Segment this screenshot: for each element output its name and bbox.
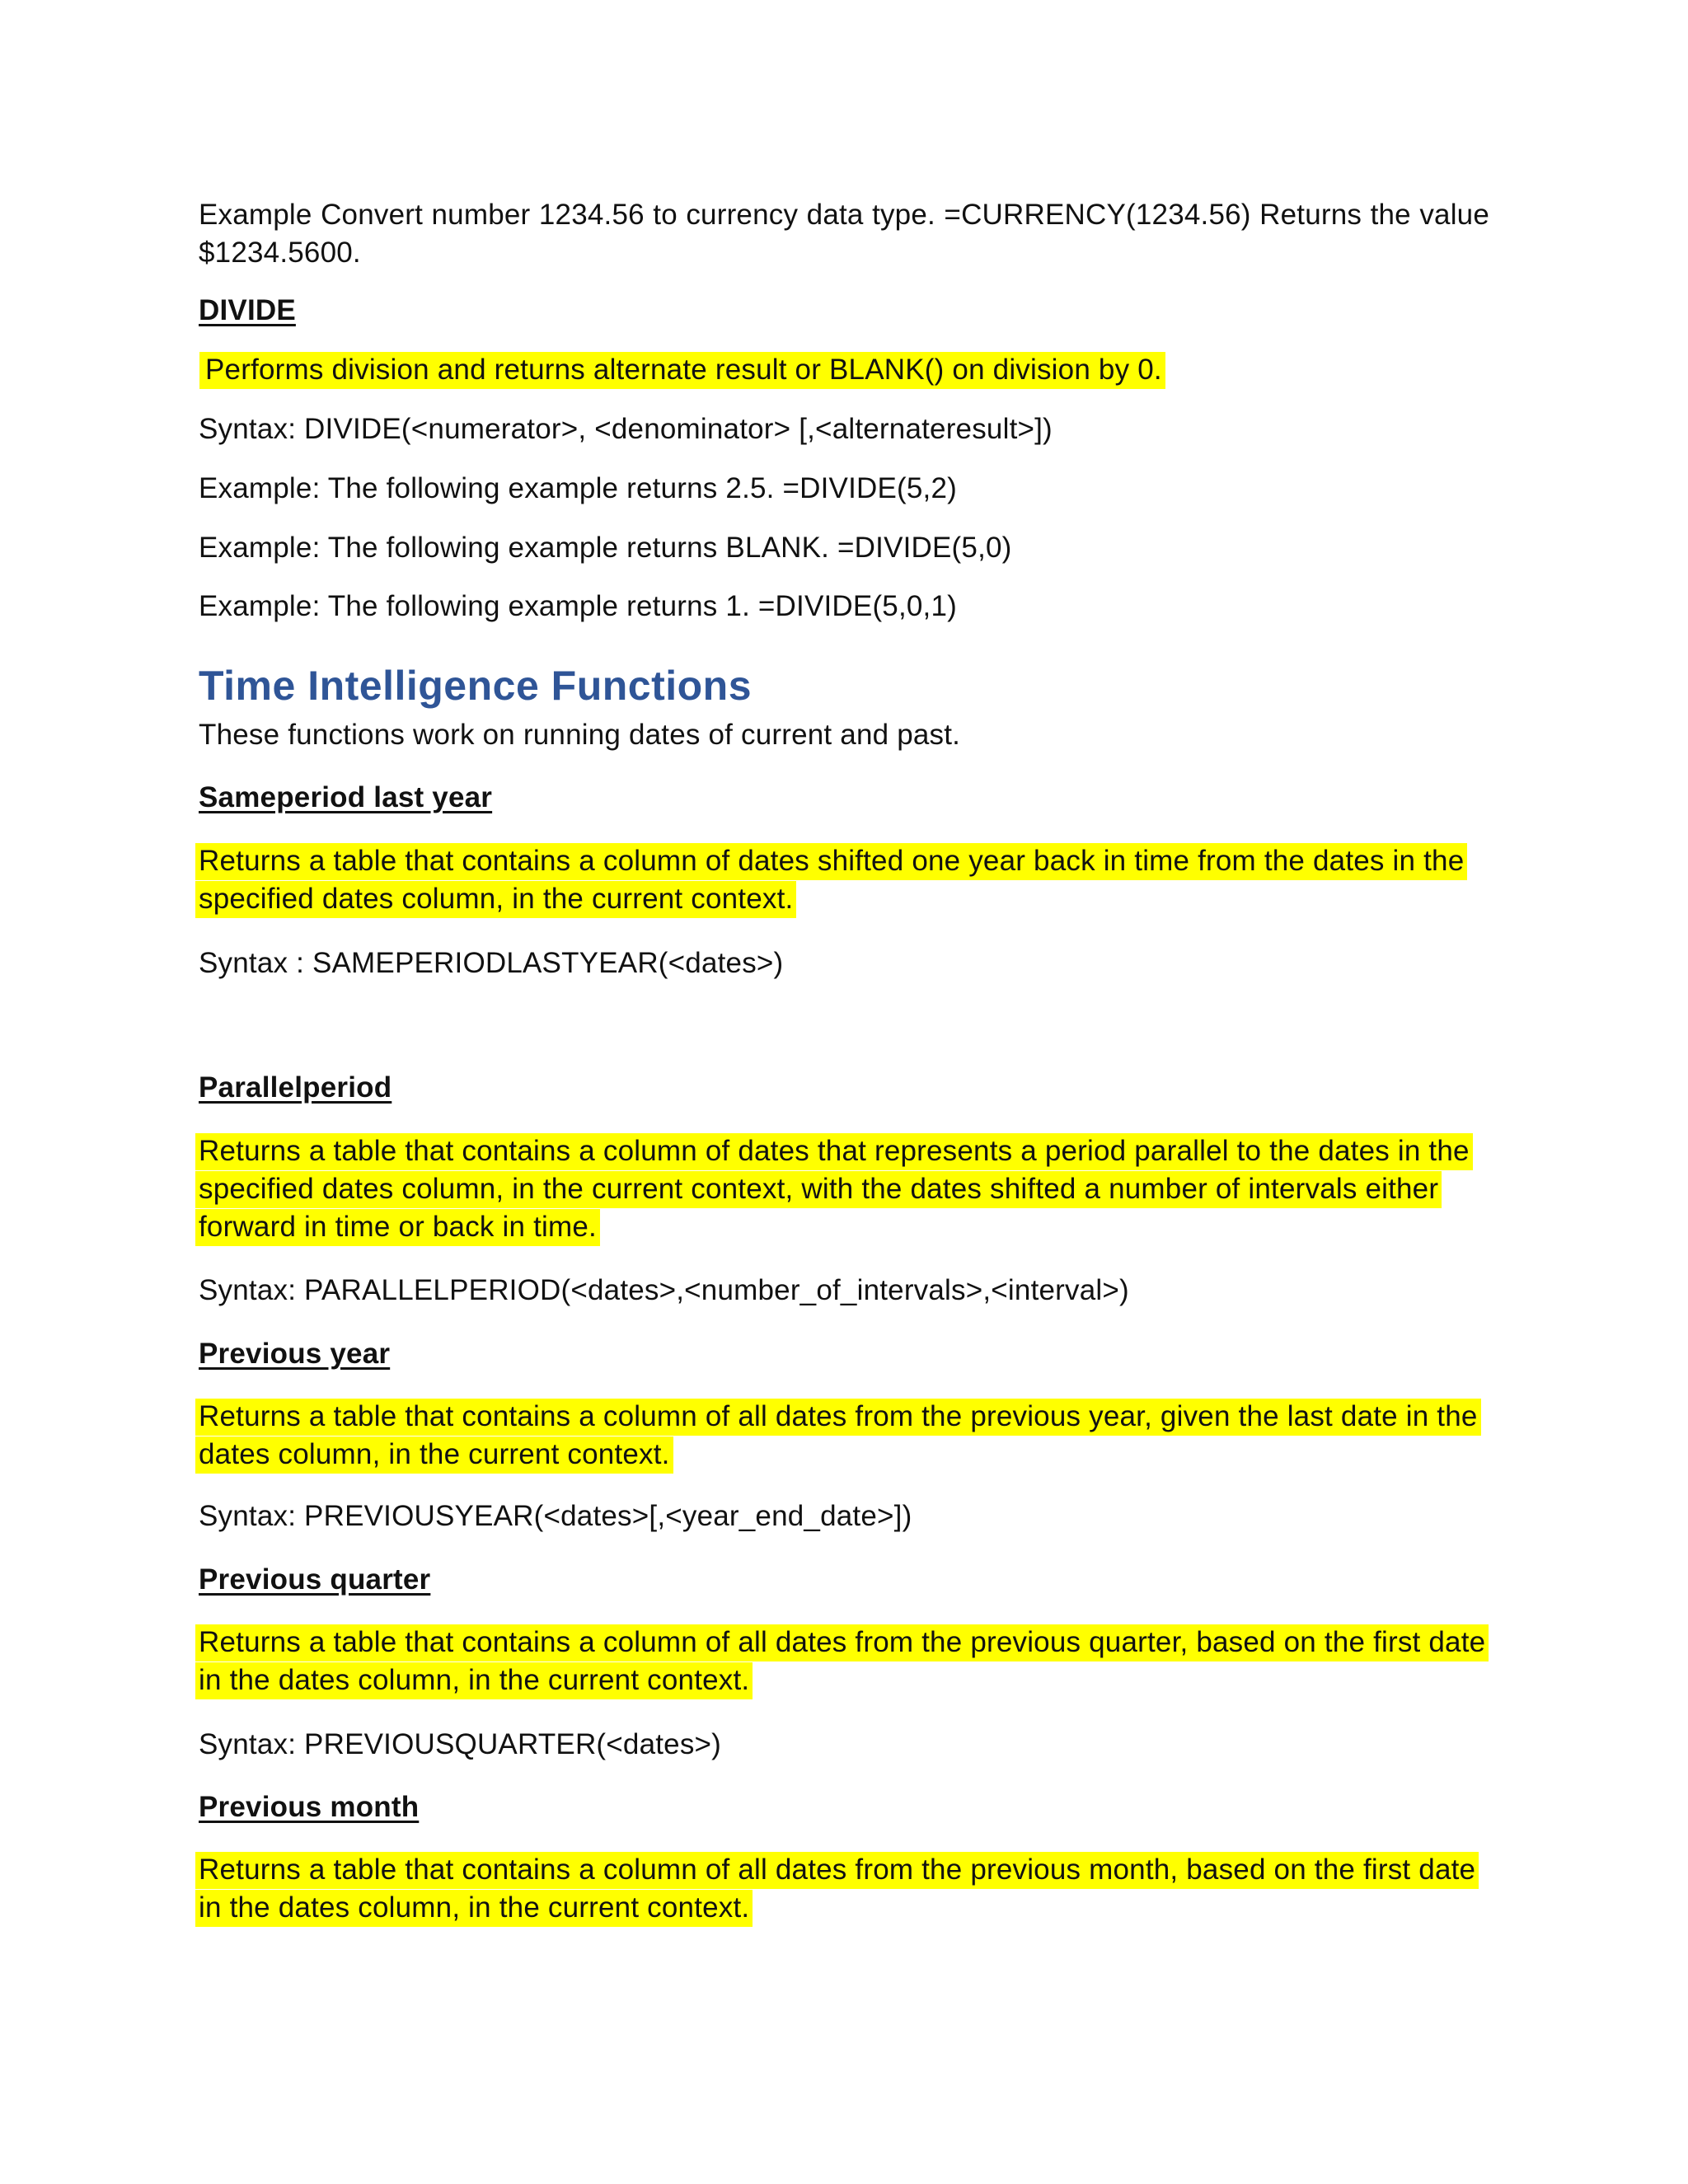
parallelperiod-description-highlight: Returns a table that contains a column of dates that represents a period parallel to the dates in the specified dates column, in the current context, with the dates shifted a number of intervals either forward in time or back in time. bbox=[195, 1133, 1473, 1246]
previous-quarter-description-highlight: Returns a table that contains a column of all dates from the previous quarter, based on the first date in the dates column, in the current context. bbox=[195, 1624, 1489, 1699]
previous-quarter-syntax: Syntax: PREVIOUSQUARTER(<dates>) bbox=[199, 1728, 722, 1760]
previous-quarter-heading: Previous quarter bbox=[199, 1563, 431, 1596]
parallelperiod-syntax: Syntax: PARALLELPERIOD(<dates>,<number_of_intervals>,<interval>) bbox=[199, 1274, 1129, 1306]
currency-example-text bbox=[199, 196, 1489, 272]
previous-month-description bbox=[199, 1851, 1489, 1927]
previous-year-description-highlight: Returns a table that contains a column of all dates from the previous year, given the last date in the dates column, in the current context. bbox=[195, 1399, 1481, 1474]
section-title: Time Intelligence Functions bbox=[199, 663, 753, 709]
section-intro: These functions work on running dates of current and past. bbox=[199, 719, 961, 751]
previous-month-heading: Previous month bbox=[199, 1791, 420, 1823]
divide-heading: DIVIDE bbox=[199, 294, 296, 326]
sameperiod-syntax: Syntax : SAMEPERIODLASTYEAR(<dates>) bbox=[199, 947, 784, 979]
previous-year-syntax: Syntax: PREVIOUSYEAR(<dates>[,<year_end_date>]) bbox=[199, 1500, 912, 1532]
currency-example: Example Convert number 1234.56 to currency data type. =CURRENCY(1234.56) Returns the value $1234.5600. bbox=[199, 199, 1489, 269]
previous-quarter-description bbox=[199, 1624, 1489, 1699]
previous-year-description bbox=[199, 1398, 1489, 1474]
parallelperiod-description bbox=[199, 1132, 1489, 1246]
divide-example-2: Example: The following example returns BLANK. =DIVIDE(5,0) bbox=[199, 532, 1012, 564]
previous-year-heading: Previous year bbox=[199, 1338, 391, 1370]
divide-description-highlight: Performs division and returns alternate result or BLANK() on division by 0. bbox=[199, 352, 1165, 389]
divide-description bbox=[199, 351, 1489, 389]
sameperiod-description bbox=[199, 842, 1489, 918]
sameperiod-heading: Sameperiod last year bbox=[199, 781, 493, 813]
divide-example-1: Example: The following example returns 2.5. =DIVIDE(5,2) bbox=[199, 472, 958, 504]
previous-month-description-highlight: Returns a table that contains a column of all dates from the previous month, based on the first date in the dates column, in the current context. bbox=[195, 1852, 1479, 1927]
divide-syntax: Syntax: DIVIDE(<numerator>, <denominator> [,<alternateresult>]) bbox=[199, 413, 1053, 445]
parallelperiod-heading: Parallelperiod bbox=[199, 1071, 392, 1104]
sameperiod-description-highlight: Returns a table that contains a column of dates shifted one year back in time from the dates in the specified dates column, in the current context. bbox=[195, 843, 1467, 918]
divide-example-3: Example: The following example returns 1. =DIVIDE(5,0,1) bbox=[199, 590, 958, 622]
